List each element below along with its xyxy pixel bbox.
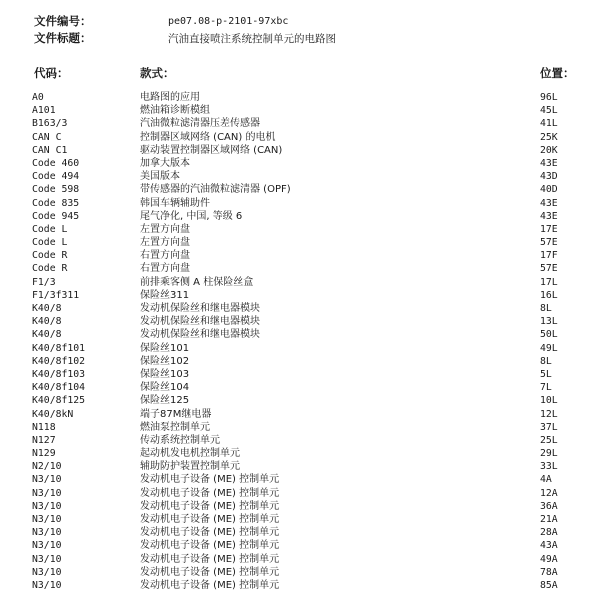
- list-item: [0, 276, 601, 289]
- list-item: [0, 368, 601, 381]
- item-position: 36A: [540, 500, 558, 512]
- item-code: Code R: [32, 250, 68, 262]
- item-description: 发动机电子设备 (ME) 控制单元: [140, 500, 280, 512]
- list-item: [0, 579, 601, 592]
- item-code: Code R: [32, 263, 68, 275]
- item-code: N3/10: [32, 487, 62, 499]
- item-position: 49A: [540, 553, 558, 565]
- item-description: 右置方向盘: [140, 250, 190, 262]
- item-position: 7L: [540, 382, 552, 394]
- item-position: 49L: [540, 342, 558, 354]
- item-description: 燃油箱诊断模组: [140, 105, 210, 117]
- item-position: 4A: [540, 474, 552, 486]
- list-item: [0, 539, 601, 552]
- item-description: 燃油泵控制单元: [140, 421, 210, 433]
- item-position: 37L: [540, 421, 558, 433]
- list-item: [0, 328, 601, 341]
- item-position: 8L: [540, 303, 552, 314]
- item-position: 43E: [540, 157, 558, 169]
- item-description: 保险丝102: [140, 355, 190, 367]
- component-list: [0, 91, 601, 592]
- item-description: 右置方向盘: [140, 263, 190, 275]
- item-position: 12L: [540, 408, 558, 420]
- item-code: N3/10: [32, 553, 62, 565]
- item-code: N3/10: [32, 566, 62, 578]
- item-position: 25L: [540, 434, 558, 446]
- list-item: [0, 183, 601, 196]
- item-position: 85A: [540, 579, 558, 591]
- item-position: 41L: [540, 118, 558, 130]
- item-description: 韩国车辆辅助件: [140, 197, 210, 209]
- item-code: N3/10: [32, 474, 62, 486]
- list-item: [0, 394, 601, 407]
- item-position: 8L: [540, 355, 552, 367]
- list-item: [0, 500, 601, 513]
- list-item: [0, 210, 601, 223]
- item-description: 发动机保险丝和继电器模块: [140, 303, 260, 314]
- item-description: 尾气净化, 中国, 等级 6: [140, 210, 243, 222]
- list-item: [0, 355, 601, 368]
- list-item: [0, 197, 601, 210]
- list-item: [0, 262, 601, 275]
- list-item: [0, 302, 601, 315]
- item-position: 78A: [540, 566, 558, 578]
- item-code: F1/3: [32, 276, 56, 288]
- list-item: [0, 447, 601, 460]
- item-description: 左置方向盘: [140, 237, 190, 249]
- list-item: [0, 117, 601, 130]
- list-item: [0, 553, 601, 566]
- item-position: 17F: [540, 250, 558, 262]
- item-description: 保险丝311: [140, 289, 190, 301]
- list-item: [0, 249, 601, 262]
- item-code: A101: [32, 105, 56, 117]
- list-item: [0, 526, 601, 539]
- item-position: 33L: [540, 461, 558, 473]
- item-position: 20K: [540, 144, 558, 156]
- item-code: K40/8f101: [32, 342, 86, 354]
- item-description: 驱动装置控制器区域网络 (CAN): [140, 144, 283, 156]
- item-description: 保险丝125: [140, 395, 190, 407]
- item-code: N118: [32, 421, 56, 433]
- item-code: N2/10: [32, 461, 62, 473]
- item-position: 57E: [540, 237, 558, 249]
- item-code: Code L: [32, 237, 68, 249]
- item-description: 前排乘客侧 A 柱保险丝盒: [140, 276, 254, 288]
- doc-title-label: 文件标题：: [34, 31, 92, 45]
- item-code: K40/8f125: [32, 395, 86, 407]
- item-description: 电路图的应用: [140, 92, 200, 103]
- list-item: [0, 170, 601, 183]
- item-description: 发动机电子设备 (ME) 控制单元: [140, 566, 280, 578]
- item-code: Code 598: [32, 184, 80, 196]
- list-item: [0, 91, 601, 104]
- doc-title-value: 汽油直接喷注系统控制单元的电路图: [168, 33, 336, 45]
- item-position: 43A: [540, 540, 558, 552]
- item-code: F1/3f311: [32, 289, 80, 301]
- item-code: K40/8kN: [32, 408, 74, 420]
- column-header-position: 位置：: [540, 66, 575, 80]
- item-description: 发动机电子设备 (ME) 控制单元: [140, 514, 280, 525]
- item-code: N3/10: [32, 527, 62, 539]
- doc-number-label: 文件编号：: [34, 14, 92, 28]
- item-position: 16L: [540, 289, 558, 301]
- list-item: [0, 408, 601, 421]
- list-item: [0, 434, 601, 447]
- list-item: [0, 421, 601, 434]
- item-description: 汽油微粒滤清器压差传感器: [140, 118, 260, 130]
- item-position: 43D: [540, 171, 558, 183]
- list-item: [0, 289, 601, 302]
- list-item: [0, 157, 601, 170]
- item-position: 96L: [540, 92, 558, 103]
- list-item: [0, 104, 601, 117]
- item-position: 29L: [540, 448, 558, 460]
- item-position: 25K: [540, 131, 558, 143]
- list-item: [0, 131, 601, 144]
- item-code: Code 460: [32, 157, 80, 169]
- item-code: N3/10: [32, 500, 62, 512]
- item-description: 保险丝104: [140, 382, 190, 394]
- item-description: 发动机电子设备 (ME) 控制单元: [140, 553, 280, 565]
- item-description: 发动机保险丝和继电器模块: [140, 316, 260, 328]
- item-description: 发动机电子设备 (ME) 控制单元: [140, 579, 280, 591]
- item-position: 43E: [540, 197, 558, 209]
- item-code: N129: [32, 448, 56, 460]
- item-code: K40/8f104: [32, 382, 86, 394]
- item-code: N3/10: [32, 540, 62, 552]
- item-description: 保险丝103: [140, 368, 190, 380]
- list-item: [0, 223, 601, 236]
- doc-number-value: pe07.08-p-2101-97xbc: [168, 16, 289, 27]
- item-code: K40/8f102: [32, 355, 86, 367]
- item-code: CAN C1: [32, 144, 68, 156]
- item-code: Code 494: [32, 171, 80, 183]
- item-description: 控制器区域网络 (CAN) 的电机: [140, 131, 276, 143]
- item-code: N3/10: [32, 514, 62, 525]
- item-description: 端子87M继电器: [140, 408, 212, 420]
- item-code: K40/8: [32, 329, 62, 341]
- list-item: [0, 460, 601, 473]
- item-position: 10L: [540, 395, 558, 407]
- item-description: 发动机电子设备 (ME) 控制单元: [140, 474, 280, 486]
- list-item: [0, 513, 601, 526]
- item-description: 发动机电子设备 (ME) 控制单元: [140, 487, 280, 499]
- item-description: 起动机发电机控制单元: [140, 448, 240, 460]
- item-position: 12A: [540, 487, 558, 499]
- item-code: A0: [32, 92, 44, 103]
- list-item: [0, 342, 601, 355]
- list-item: [0, 473, 601, 486]
- item-position: 17L: [540, 276, 558, 288]
- item-code: Code L: [32, 223, 68, 235]
- item-description: 传动系统控制单元: [140, 434, 220, 446]
- item-code: K40/8: [32, 303, 62, 314]
- item-code: N3/10: [32, 579, 62, 591]
- item-code: B163/3: [32, 118, 68, 130]
- item-position: 5L: [540, 368, 552, 380]
- item-description: 发动机保险丝和继电器模块: [140, 329, 260, 341]
- item-description: 带传感器的汽油微粒滤清器 (OPF): [140, 184, 291, 196]
- item-position: 50L: [540, 329, 558, 341]
- column-header-code: 代码：: [34, 66, 69, 80]
- item-description: 加拿大版本: [140, 157, 190, 169]
- list-item: [0, 144, 601, 157]
- item-code: Code 945: [32, 210, 80, 222]
- item-description: 辅助防护装置控制单元: [140, 461, 240, 473]
- item-position: 45L: [540, 105, 558, 117]
- item-description: 美国版本: [140, 171, 180, 183]
- item-code: CAN C: [32, 131, 62, 143]
- item-code: N127: [32, 434, 56, 446]
- list-item: [0, 315, 601, 328]
- list-item: [0, 381, 601, 394]
- item-position: 17E: [540, 223, 558, 235]
- item-position: 28A: [540, 527, 558, 539]
- item-position: 43E: [540, 210, 558, 222]
- list-item: [0, 487, 601, 500]
- item-description: 发动机电子设备 (ME) 控制单元: [140, 527, 280, 539]
- item-code: K40/8: [32, 316, 62, 328]
- item-code: K40/8f103: [32, 368, 86, 380]
- item-code: Code 835: [32, 197, 80, 209]
- list-item: [0, 566, 601, 579]
- item-position: 57E: [540, 263, 558, 275]
- item-description: 保险丝101: [140, 342, 190, 354]
- item-description: 发动机电子设备 (ME) 控制单元: [140, 540, 280, 552]
- list-item: [0, 236, 601, 249]
- item-position: 13L: [540, 316, 558, 328]
- item-description: 左置方向盘: [140, 223, 190, 235]
- item-position: 40D: [540, 184, 558, 196]
- item-position: 21A: [540, 514, 558, 525]
- column-header-description: 款式：: [140, 66, 175, 80]
